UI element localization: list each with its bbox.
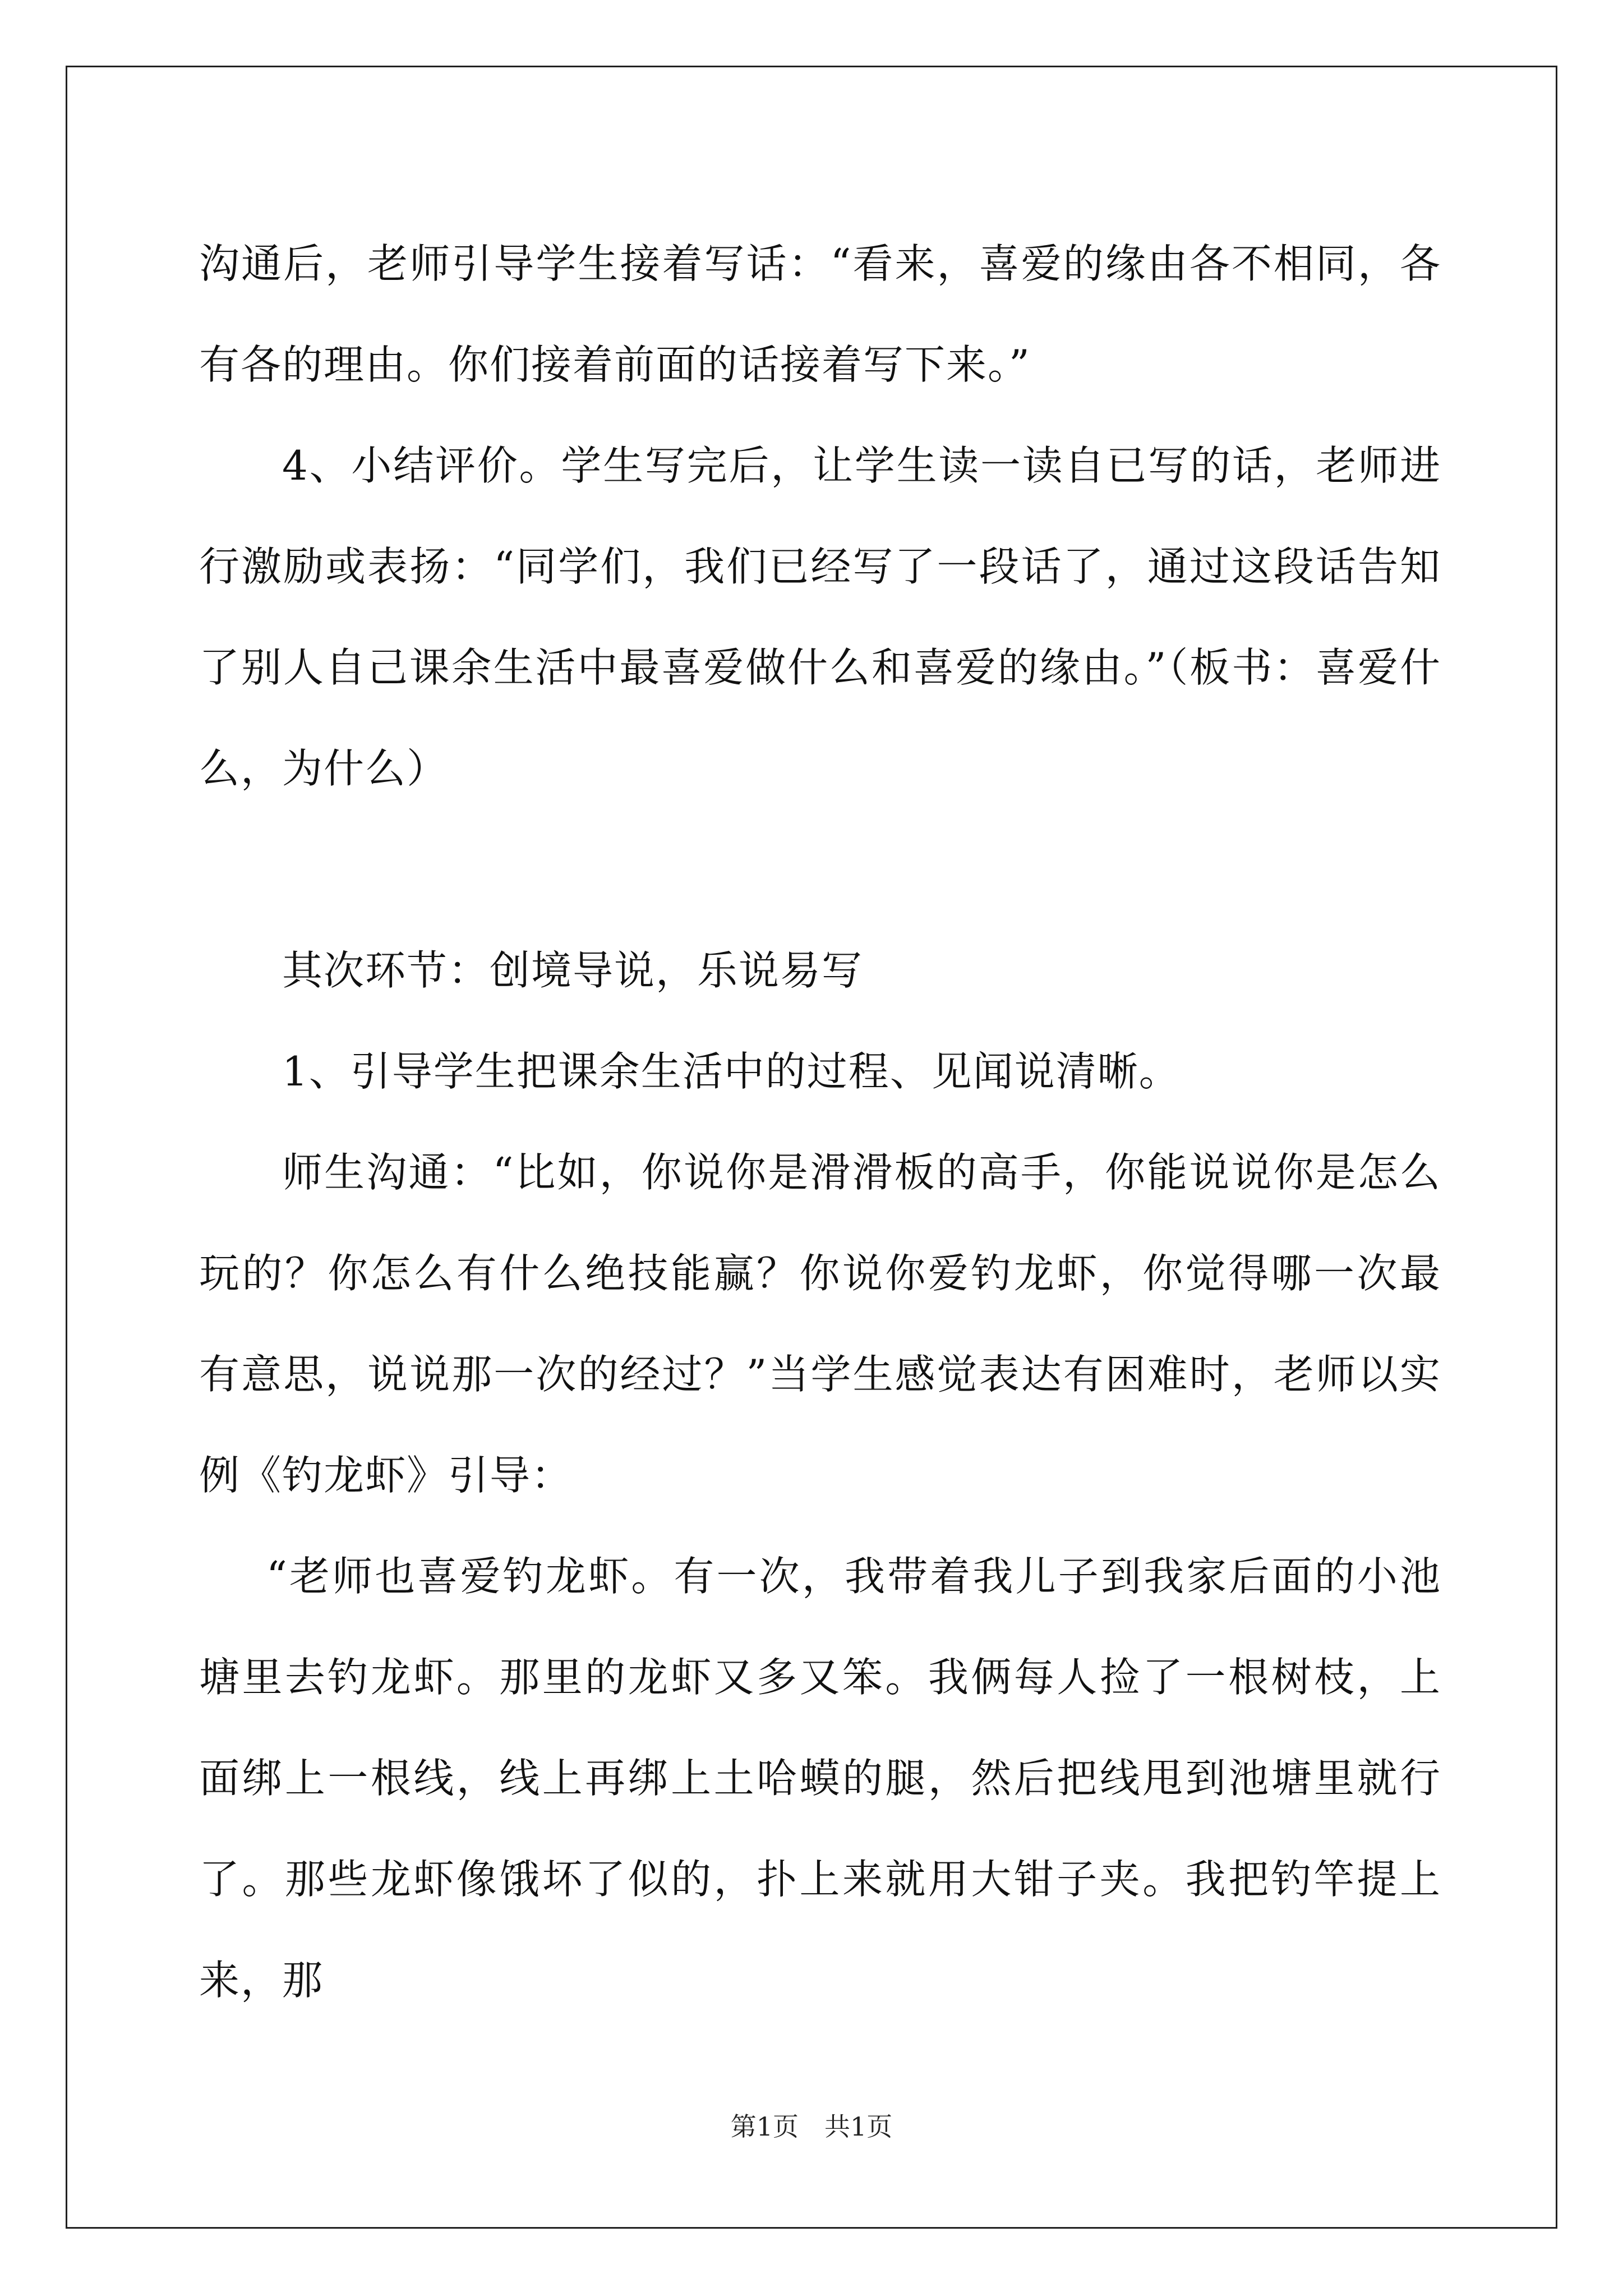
section-spacer bbox=[199, 819, 1441, 920]
paragraph-dialogue: 师生沟通：“比如，你说你是滑滑板的高手，你能说说你是怎么玩的？你怎么有什么绝技能赢？你说你爱钓龙虾，你觉得哪一次最有意思，说说那一次的经过？”当学生感觉表达有困难时，老师以实例《钓龙虾》引导： bbox=[199, 1149, 1441, 1499]
paragraph-example-story: “老师也喜爱钓龙虾。有一次，我带着我儿子到我家后面的小池塘里去钓龙虾。那里的龙虾又多又笨。我俩每人捡了一根树枝，上面绑上一根线，线上再绑上土哈蟆的腿，然后把线甩到池塘里就行了。那些龙虾像饿坏了似的，扑上来就用大钳子夹。我把钓竿提上来，那 bbox=[199, 1553, 1441, 2004]
paragraph-summary-evaluation: 4、小结评价。学生写完后，让学生读一读自已写的话，老师进行激励或表扬：“同学们，我们已经写了一段话了，通过这段话告知了别人自己课余生活中最喜爱做什么和喜爱的缘由。”（板书：喜爱什么，为什么） bbox=[199, 442, 1441, 792]
page-number-footer: 第1页 共1页 bbox=[730, 2111, 893, 2142]
document-body bbox=[199, 213, 1441, 2031]
paragraph-continuation: 沟通后，老师引导学生接着写话：“看来，喜爱的缘由各不相同，各有各的理由。你们接着前面的话接着写下来。” bbox=[199, 240, 1441, 388]
section-heading: 其次环节：创境导说，乐说易写 bbox=[282, 947, 864, 994]
paragraph-step-one: 1、引导学生把课余生活中的过程、见闻说清晰。 bbox=[282, 1048, 1181, 1095]
